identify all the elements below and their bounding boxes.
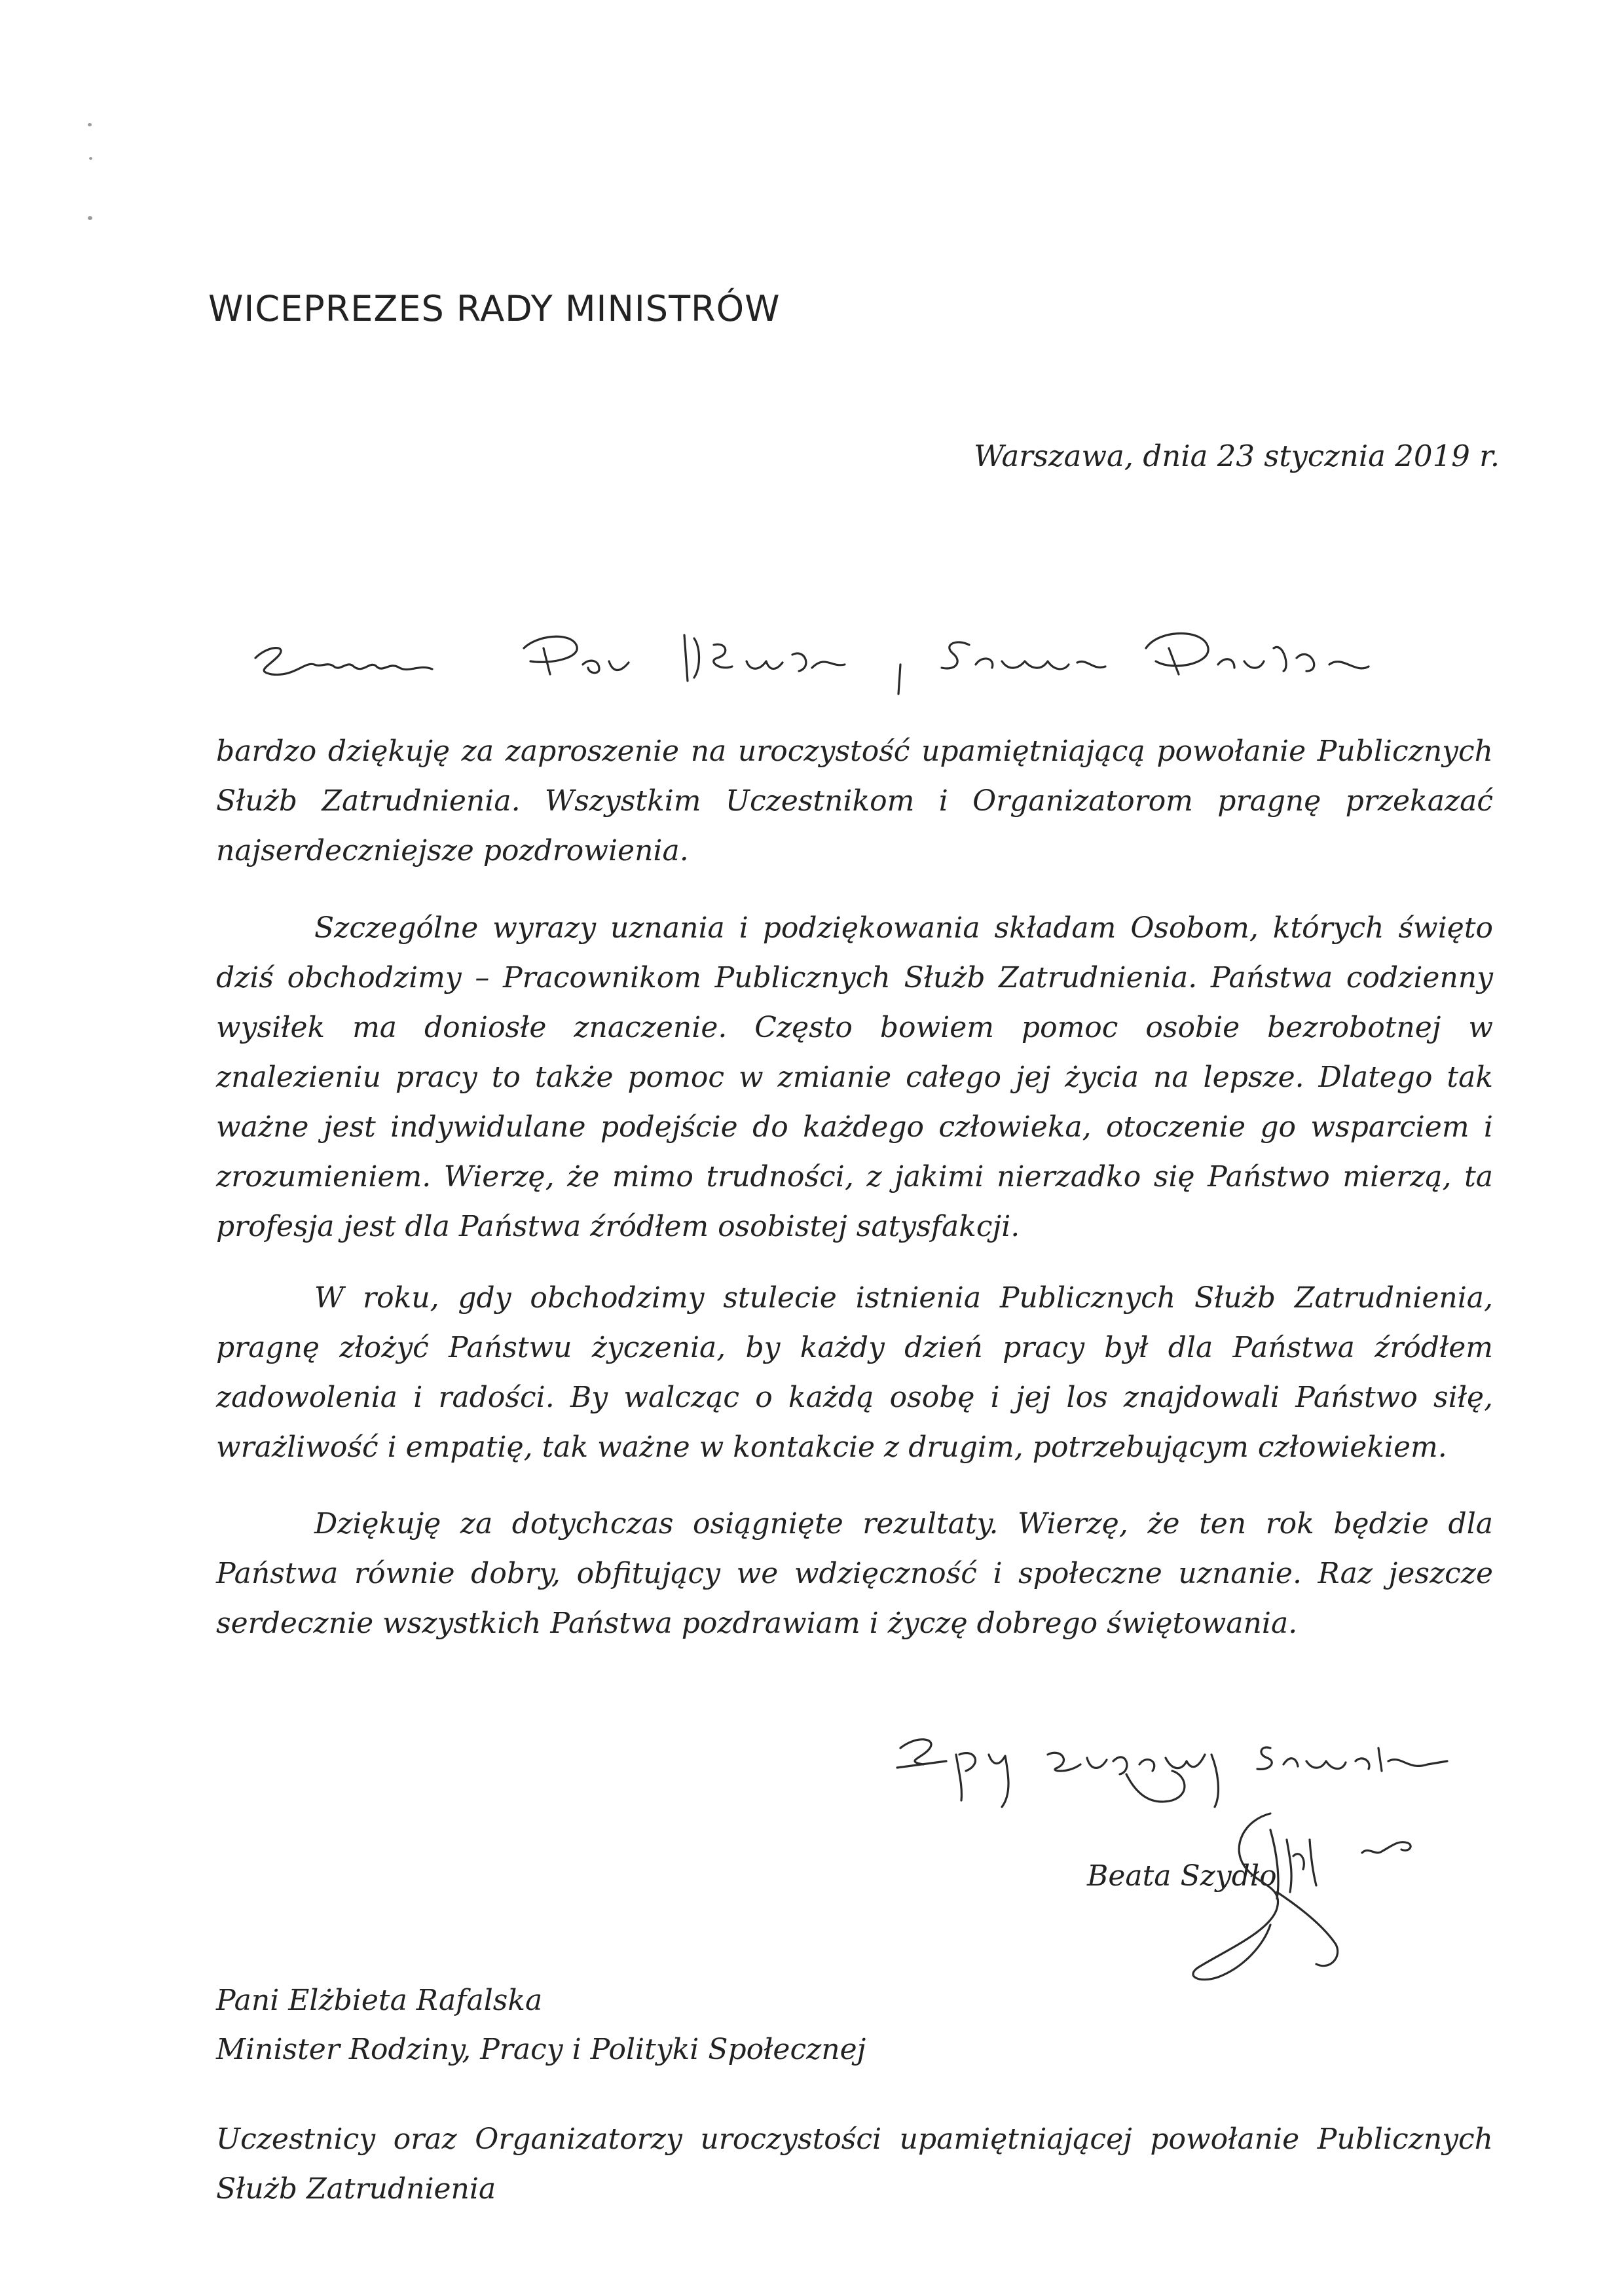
addressee-name: Pani Elżbieta Rafalska (216, 1984, 543, 2017)
recipients-line: Uczestnicy oraz Organizatorzy uroczystości upamiętniającej powołanie Publicznych Służb Zatrudnienia (216, 2123, 1493, 2206)
signer-name: Beata Szydło (1087, 1859, 1277, 1893)
body-paragraph-1: bardzo dziękuję za zaproszenie na uroczystość upamiętniającą powołanie Publicznych Służb Zatrudnienia. Wszystkim Uczestnikom i Organizatorom pragnę przekazać najserdeczniejsze pozdrowienia. (216, 735, 1493, 867)
handwritten-salutation (242, 609, 1421, 701)
letterhead-title: WICEPREZES RADY MINISTRÓW (208, 288, 781, 329)
body-paragraph-4: Dziękuję za dotychczas osiągnięte rezultaty. Wierzę, że ten rok będzie dla Państwa równie dobry, obfitujący we wdzięczność i społeczne uznanie. Raz jeszcze serdecznie wszystkich Państwa pozdrawiam i życzę dobrego świętowania. (216, 1507, 1493, 1640)
addressee-role: Minister Rodziny, Pracy i Polityki Społecznej (216, 2033, 866, 2066)
date-line: Warszawa, dnia 23 stycznia 2019 r. (974, 439, 1500, 473)
body-paragraph-3: W roku, gdy obchodzimy stulecie istnienia Publicznych Służb Zatrudnienia, pragnę złożyć Państwu życzenia, by każdy dzień pracy był dla Państwa źródłem zadowolenia i radości. By walcząc o każdą osobę i jej los znajdowali Państwo siłę, wrażliwość i empatię, tak ważne w kontakcie z drugim, potrzebującym człowiekiem. (216, 1281, 1493, 1464)
body-paragraph-2: Szczególne wyrazy uznania i podziękowania składam Osobom, których święto dziś obchodzimy – Pracownikom Publicznych Służb Zatrudnienia. Państwa codzienny wysiłek ma doniosłe znaczenie. Często bowiem pomoc osobie bezrobotnej w znalezieniu pracy to także pomoc w zmianie całego jej życia na lepsze. Dlatego tak ważne jest indywidulane podejście do każdego człowieka, otoczenie go wsparciem i zrozumieniem. Wierzę, że mimo trudności, z jakimi nierzadko się Państwo mierzą, ta profesja jest dla Państwa źródłem osobistej satysfakcji. (216, 911, 1493, 1243)
handwritten-signature (1172, 1794, 1467, 1990)
